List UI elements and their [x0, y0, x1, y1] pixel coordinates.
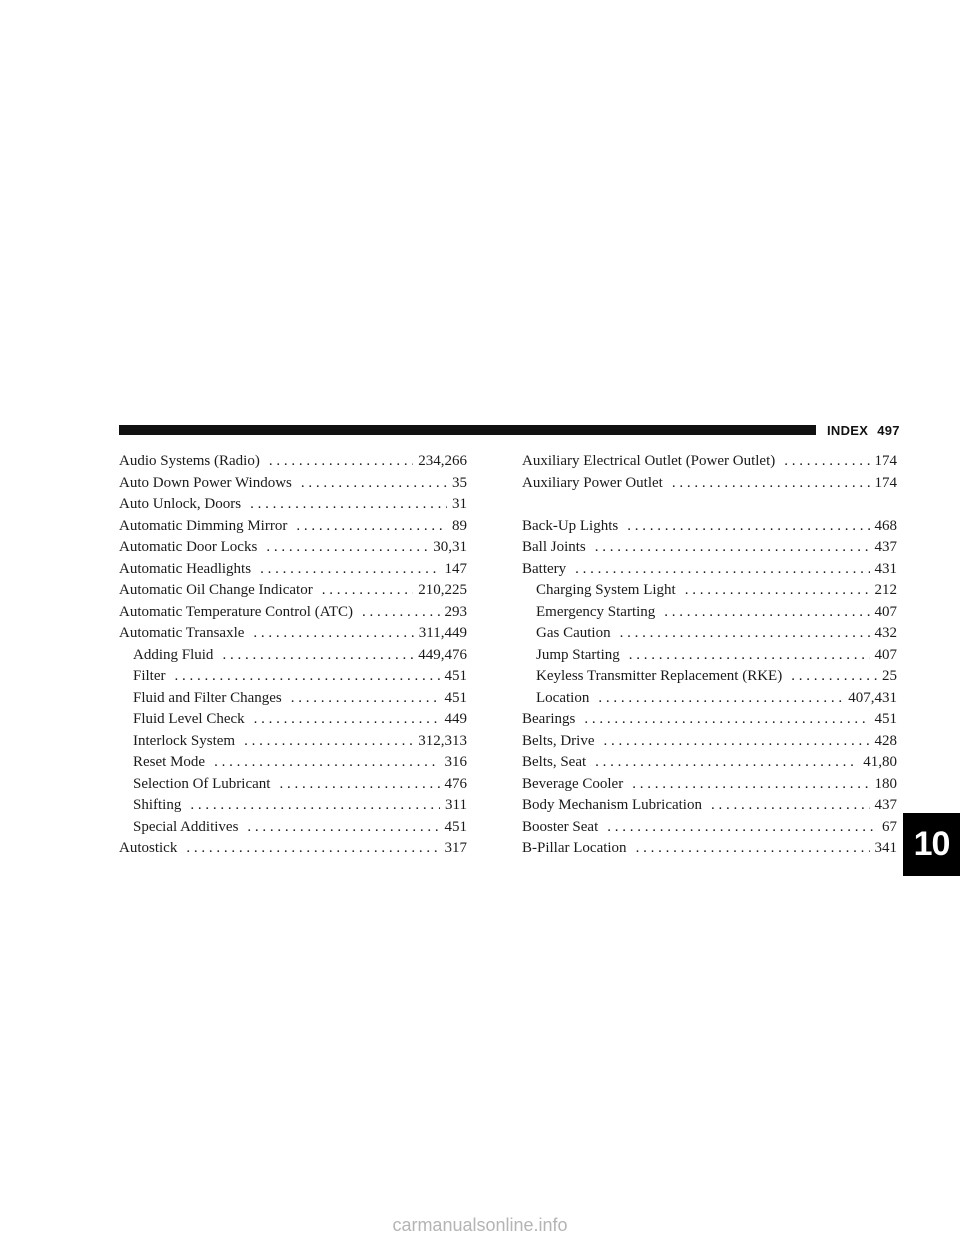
entry-term: Jump Starting [536, 646, 620, 663]
entry-term: Ball Joints [522, 539, 586, 555]
dot-leader [175, 666, 440, 688]
index-subentry [522, 580, 897, 602]
entry-pages: 210,225 [418, 582, 467, 598]
dot-leader [260, 559, 439, 581]
entry-term: Emergency Starting [536, 603, 656, 620]
dot-leader [632, 774, 869, 796]
index-subentry [522, 602, 897, 624]
entry-term: B-Pillar Location [522, 840, 627, 856]
index-entry [522, 817, 897, 839]
entry-pages: 312,313 [418, 732, 467, 749]
entry-pages: 31 [452, 496, 467, 512]
index-entry [119, 602, 467, 624]
index-subentry [522, 688, 897, 710]
dot-leader [575, 559, 869, 581]
index-subentry [119, 774, 467, 796]
dot-leader [607, 817, 877, 839]
watermark: carmanualsonline.info [392, 1215, 568, 1235]
dot-leader [279, 774, 439, 796]
index-entry [119, 451, 467, 473]
index-subentry [119, 795, 467, 817]
index-entry [522, 731, 897, 753]
dot-leader [214, 752, 439, 774]
dot-leader [672, 473, 870, 495]
entry-term: Shifting [133, 797, 182, 813]
entry-pages: 451 [444, 689, 467, 706]
entry-term: Back-Up Lights [522, 517, 619, 534]
entry-pages: 428 [874, 732, 897, 749]
dot-leader [362, 602, 439, 624]
entry-pages: 449,476 [418, 646, 467, 663]
entry-pages: 212 [874, 582, 897, 598]
entry-pages: 35 [452, 474, 467, 491]
entry-pages: 451 [444, 818, 467, 835]
header-title: INDEX [827, 423, 869, 438]
index-subentry [522, 645, 897, 667]
index-entry [119, 516, 467, 538]
index-subentry [119, 709, 467, 731]
entry-pages: 311,449 [418, 625, 467, 641]
entry-term: Automatic Temperature Control (ATC) [119, 603, 354, 620]
entry-term: Automatic Oil Change Indicator [119, 582, 313, 598]
index-entry [522, 516, 897, 538]
entry-term: Automatic Door Locks [119, 539, 258, 555]
entry-term: Battery [522, 560, 567, 577]
entry-pages: 30,31 [433, 539, 467, 555]
dot-leader [222, 645, 413, 667]
dot-leader [598, 688, 843, 710]
index-entry [522, 752, 897, 774]
index-subentry [119, 731, 467, 753]
entry-term: Fluid Level Check [133, 711, 245, 727]
entry-pages: 25 [882, 668, 897, 684]
entry-term: Charging System Light [536, 582, 676, 598]
entry-term: Automatic Transaxle [119, 625, 245, 641]
index-column-left [119, 451, 467, 860]
entry-pages: 180 [874, 775, 897, 792]
entry-pages: 451 [444, 668, 467, 684]
dot-leader [244, 731, 413, 753]
index-subentry [119, 645, 467, 667]
entry-term: Auxiliary Power Outlet [522, 474, 663, 491]
dot-leader [636, 838, 870, 860]
dot-leader [604, 731, 870, 753]
header-rule [119, 425, 816, 435]
entry-term: Adding Fluid [133, 646, 214, 663]
entry-term: Keyless Transmitter Replacement (RKE) [536, 668, 783, 684]
entry-pages: 468 [874, 517, 897, 534]
dot-leader [595, 537, 870, 559]
dot-leader [584, 709, 869, 731]
entry-term: Belts, Drive [522, 732, 595, 749]
entry-pages: 293 [444, 603, 467, 620]
entry-term: Bearings [522, 711, 576, 727]
entry-pages: 311 [445, 797, 467, 813]
dot-leader [685, 580, 870, 602]
index-entry [119, 580, 467, 602]
dot-leader [791, 666, 877, 688]
entry-term: Auxiliary Electrical Outlet (Power Outlet) [522, 453, 776, 469]
dot-leader [296, 516, 447, 538]
entry-pages: 437 [874, 539, 897, 555]
entry-term: Filter [133, 668, 166, 684]
dot-leader [784, 451, 869, 473]
entry-pages: 341 [874, 840, 897, 856]
running-header [827, 423, 900, 438]
entry-term: Belts, Seat [522, 754, 587, 770]
dot-leader [250, 494, 447, 516]
entry-pages: 449 [444, 711, 467, 727]
entry-term: Special Additives [133, 818, 239, 835]
index-subentry [522, 623, 897, 645]
index-entry [119, 559, 467, 581]
dot-leader [253, 623, 413, 645]
entry-pages: 174 [874, 474, 897, 491]
index-subentry [119, 817, 467, 839]
index-entry [522, 559, 897, 581]
entry-term: Beverage Cooler [522, 775, 624, 792]
index-entry [522, 774, 897, 796]
index-subentry [119, 688, 467, 710]
dot-leader [301, 473, 447, 495]
dot-leader [190, 795, 440, 817]
index-entry [522, 709, 897, 731]
dot-leader [664, 602, 869, 624]
entry-pages: 476 [444, 775, 467, 792]
dot-leader [266, 537, 428, 559]
section-tab: 10 [903, 813, 960, 876]
entry-pages: 316 [444, 754, 467, 770]
dot-leader [627, 516, 869, 538]
entry-pages: 437 [874, 797, 897, 813]
dot-leader [629, 645, 870, 667]
entry-pages: 407 [874, 603, 897, 620]
entry-pages: 89 [452, 517, 467, 534]
index-entry [522, 537, 897, 559]
index-subentry [119, 666, 467, 688]
index-entry [522, 795, 897, 817]
index-entry [522, 451, 897, 473]
index-entry [119, 473, 467, 495]
entry-pages: 431 [874, 560, 897, 577]
index-subentry [522, 666, 897, 688]
dot-leader [247, 817, 439, 839]
entry-term: Body Mechanism Lubrication [522, 797, 702, 813]
dot-leader [291, 688, 440, 710]
index-subentry [119, 752, 467, 774]
entry-term: Gas Caution [536, 625, 611, 641]
entry-term: Reset Mode [133, 754, 206, 770]
entry-term: Auto Unlock, Doors [119, 496, 242, 512]
entry-pages: 147 [444, 560, 467, 577]
dot-leader [620, 623, 870, 645]
page-number: 497 [877, 423, 900, 438]
index-entry [119, 623, 467, 645]
index-entry [119, 838, 467, 860]
dot-leader [711, 795, 870, 817]
entry-pages: 67 [882, 818, 897, 835]
entry-term: Automatic Headlights [119, 560, 252, 577]
entry-term: Auto Down Power Windows [119, 474, 292, 491]
entry-pages: 41,80 [863, 754, 897, 770]
entry-pages: 451 [874, 711, 897, 727]
entry-pages: 234,266 [418, 453, 467, 469]
entry-term: Interlock System [133, 732, 236, 749]
entry-pages: 317 [444, 840, 467, 856]
entry-pages: 407,431 [848, 689, 897, 706]
index-entry [522, 838, 897, 860]
entry-term: Fluid and Filter Changes [133, 689, 282, 706]
entry-pages: 174 [874, 453, 897, 469]
index-entry [119, 494, 467, 516]
dot-leader [595, 752, 858, 774]
entry-term: Autostick [119, 840, 178, 856]
dot-leader [254, 709, 440, 731]
index-entry [119, 537, 467, 559]
dot-leader [322, 580, 414, 602]
entry-term: Audio Systems (Radio) [119, 453, 260, 469]
index-column-right [522, 451, 897, 860]
entry-pages: 407 [874, 646, 897, 663]
dot-leader [186, 838, 439, 860]
entry-pages: 432 [874, 625, 897, 641]
dot-leader [269, 451, 413, 473]
entry-term: Automatic Dimming Mirror [119, 517, 288, 534]
entry-term: Booster Seat [522, 818, 599, 835]
index-entry [522, 473, 897, 495]
entry-term: Selection Of Lubricant [133, 775, 271, 792]
entry-term: Location [536, 689, 590, 706]
